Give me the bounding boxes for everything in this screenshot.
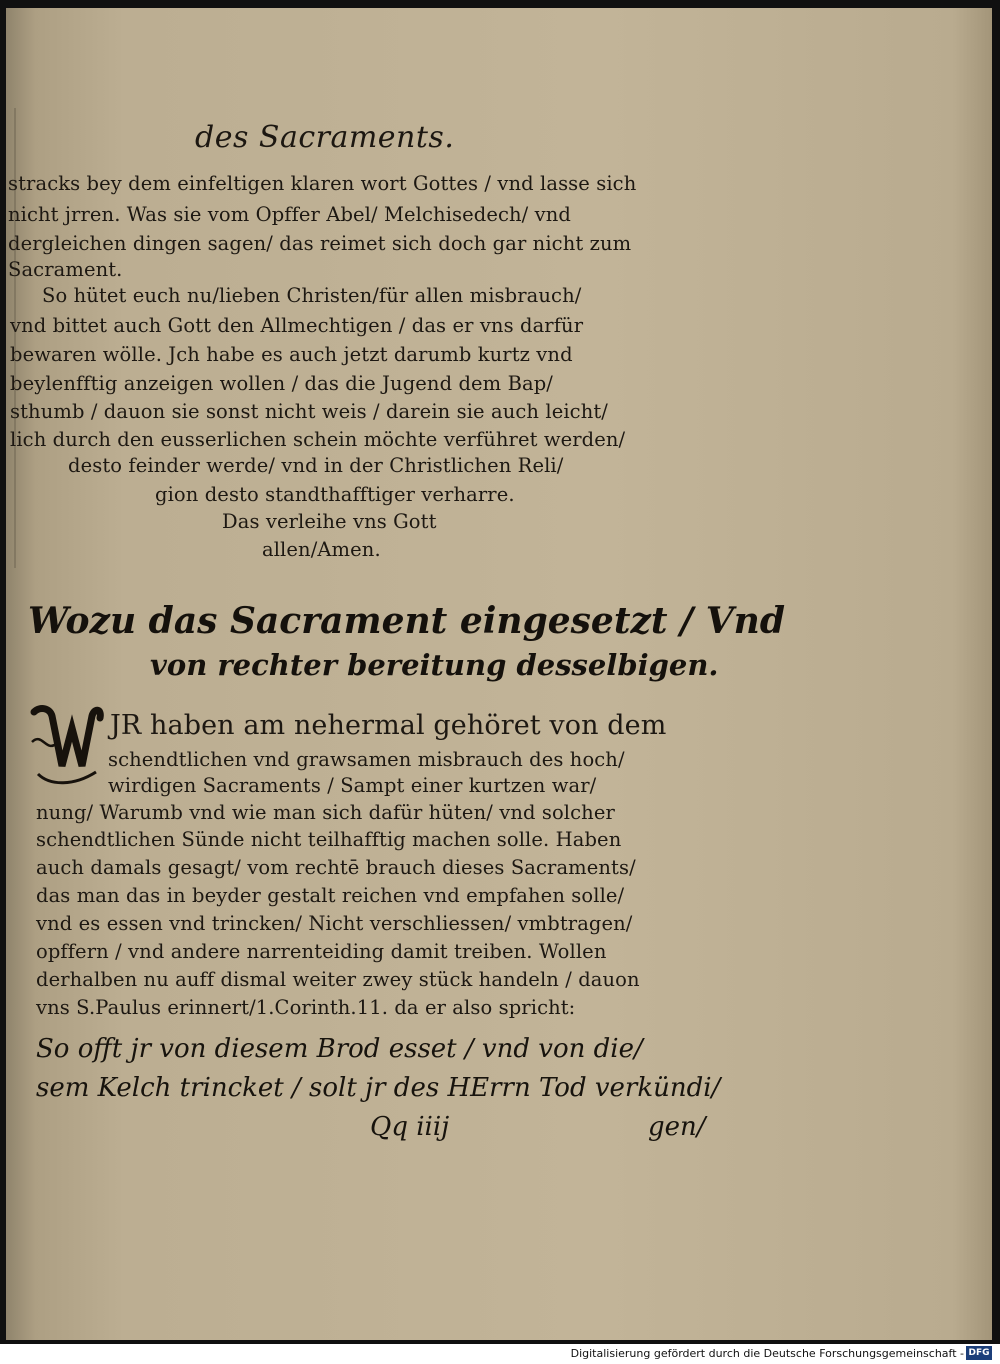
- text-line: allen/Amen.: [262, 538, 381, 561]
- text-line: bewaren wölle. Jch habe es auch jetzt darumb kurtz vnd: [10, 343, 573, 366]
- text-line: Sacrament.: [8, 258, 123, 281]
- body-line: vnd es essen vnd trincken/ Nicht verschliessen/ vmbtragen/: [36, 912, 633, 935]
- running-head: des Sacraments.: [195, 120, 455, 155]
- text-line: desto feinder werde/ vnd in der Christlichen Reli/: [68, 454, 564, 477]
- text-line: gion desto standthafftiger verharre.: [155, 483, 515, 506]
- text-line: dergleichen dingen sagen/ das reimet sich doch gar nicht zum: [8, 232, 632, 255]
- decorated-initial-w-icon: [30, 702, 104, 788]
- body-line: JR haben am nehermal gehöret von dem: [110, 710, 667, 741]
- quote-line-1: So offt jr von diesem Brod esset / vnd von die/: [36, 1034, 643, 1064]
- text-line: So hütet euch nu/lieben Christen/für allen misbrauch/: [42, 284, 582, 307]
- signature-mark: Qq iiij: [370, 1112, 450, 1142]
- text-line: stracks bey dem einfeltigen klaren wort Gottes / vnd lasse sich: [8, 172, 637, 195]
- catchword: gen/: [648, 1112, 706, 1142]
- body-line: nung/ Warumb vnd wie man sich dafür hüten/ vnd solcher: [36, 801, 615, 824]
- footer-credit: Digitalisierung gefördert durch die Deutsche Forschungsgemeinschaft -: [570, 1347, 964, 1360]
- section-heading-line-2: von rechter bereitung desselbigen.: [150, 648, 719, 682]
- body-line: opffern / vnd andere narrenteiding damit treiben. Wollen: [36, 940, 607, 963]
- body-line: schendtlichen Sünde nicht teilhafftig machen solle. Haben: [36, 828, 622, 851]
- text-line: sthumb / dauon sie sonst nicht weis / darein sie auch leicht/: [10, 400, 608, 423]
- text-line: nicht jrren. Was sie vom Opffer Abel/ Melchisedech/ vnd: [8, 203, 572, 226]
- body-line: wirdigen Sacraments / Sampt einer kurtzen war/: [108, 774, 597, 797]
- text-line: lich durch den eusserlichen schein möchte verführet werden/: [10, 428, 626, 451]
- dfg-logo-icon: DFG: [966, 1346, 992, 1360]
- body-line: auch damals gesagt/ vom rechtē brauch dieses Sacraments/: [36, 856, 636, 879]
- body-line: derhalben nu auff dismal weiter zwey stück handeln / dauon: [36, 968, 640, 991]
- quote-line-2: sem Kelch trincket / solt jr des HErrn Tod verkündi/: [36, 1073, 721, 1103]
- text-line: vnd bittet auch Gott den Allmechtigen / das er vns darfür: [10, 314, 584, 337]
- section-heading-line-1: Wozu das Sacrament eingesetzt / Vnd: [28, 600, 786, 642]
- text-line: beylenfftig anzeigen wollen / das die Jugend dem Bap/: [10, 372, 553, 395]
- body-line: das man das in beyder gestalt reichen vnd empfahen solle/: [36, 884, 625, 907]
- body-line: vns S.Paulus erinnert/1.Corinth.11. da er also spricht:: [36, 996, 576, 1019]
- body-line: schendtlichen vnd grawsamen misbrauch des hoch/: [108, 748, 625, 771]
- text-line: Das verleihe vns Gott: [222, 510, 437, 533]
